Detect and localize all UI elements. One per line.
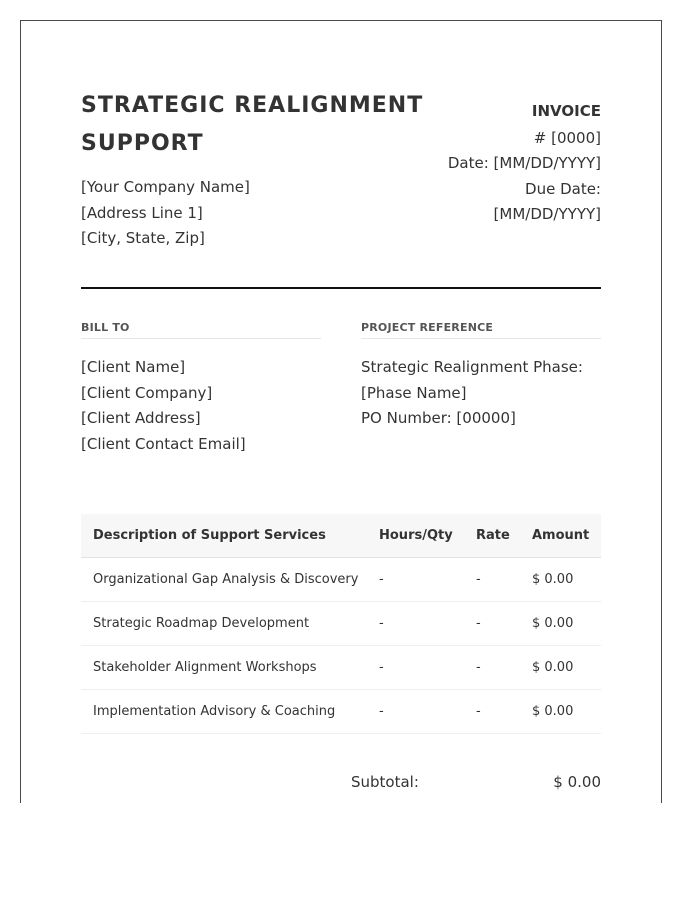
row-rate: - (476, 558, 532, 602)
table-header-row (81, 514, 601, 558)
row-hours: - (379, 690, 476, 734)
services-table (81, 514, 601, 734)
row-amount: $ 0.00 (532, 602, 601, 646)
row-amount: $ 0.00 (532, 690, 601, 734)
row-hours: - (379, 602, 476, 646)
invoice-page (20, 20, 662, 803)
company-address-line-1: [Address Line 1] (81, 203, 203, 222)
row-rate: - (476, 602, 532, 646)
row-description: Stakeholder Alignment Workshops (81, 646, 379, 690)
client-company: [Client Company] (81, 383, 213, 402)
row-rate: - (476, 690, 532, 734)
header-description: Description of Support Services (81, 514, 379, 558)
invoice-meta (401, 99, 601, 228)
table-row (81, 558, 601, 602)
bill-to-heading: BILL TO (81, 321, 321, 339)
phase-label: Strategic Realignment Phase: (361, 358, 583, 376)
invoice-label: INVOICE (531, 102, 601, 120)
subtotal-label: Subtotal: (351, 773, 419, 791)
header-divider (81, 287, 601, 289)
phase-name: [Phase Name] (361, 383, 467, 402)
row-hours: - (379, 646, 476, 690)
project-reference-details (361, 355, 601, 432)
subtotal-row (81, 773, 601, 797)
row-description: Implementation Advisory & Coaching (81, 690, 379, 734)
table-row (81, 602, 601, 646)
header-hours: Hours/Qty (379, 514, 476, 558)
company-info (81, 175, 250, 252)
header-rate: Rate (476, 514, 532, 558)
company-name: [Your Company Name] (81, 178, 250, 196)
client-email: [Client Contact Email] (81, 434, 246, 453)
project-reference-section (361, 321, 601, 432)
row-description: Organizational Gap Analysis & Discovery (81, 558, 379, 602)
po-number: PO Number: [00000] (361, 409, 516, 427)
document-title: STRATEGIC REALIGNMENT SUPPORT (81, 93, 424, 156)
table-row (81, 646, 601, 690)
row-amount: $ 0.00 (532, 558, 601, 602)
bill-to-details (81, 355, 321, 457)
table-row (81, 690, 601, 734)
invoice-number: # [0000] (533, 128, 601, 147)
row-hours: - (379, 558, 476, 602)
bill-to-section (81, 321, 321, 457)
row-description: Strategic Roadmap Development (81, 602, 379, 646)
due-date-label: Due Date: (525, 179, 601, 198)
header-amount: Amount (532, 514, 601, 558)
row-rate: - (476, 646, 532, 690)
invoice-date: Date: [MM/DD/YYYY] (447, 154, 601, 172)
due-date-value: [MM/DD/YYYY] (493, 205, 601, 223)
row-amount: $ 0.00 (532, 646, 601, 690)
client-address: [Client Address] (81, 409, 201, 427)
client-name: [Client Name] (81, 358, 186, 376)
company-city-state-zip: [City, State, Zip] (81, 229, 205, 247)
subtotal-value: $ 0.00 (553, 773, 601, 791)
project-reference-heading: PROJECT REFERENCE (361, 321, 601, 339)
